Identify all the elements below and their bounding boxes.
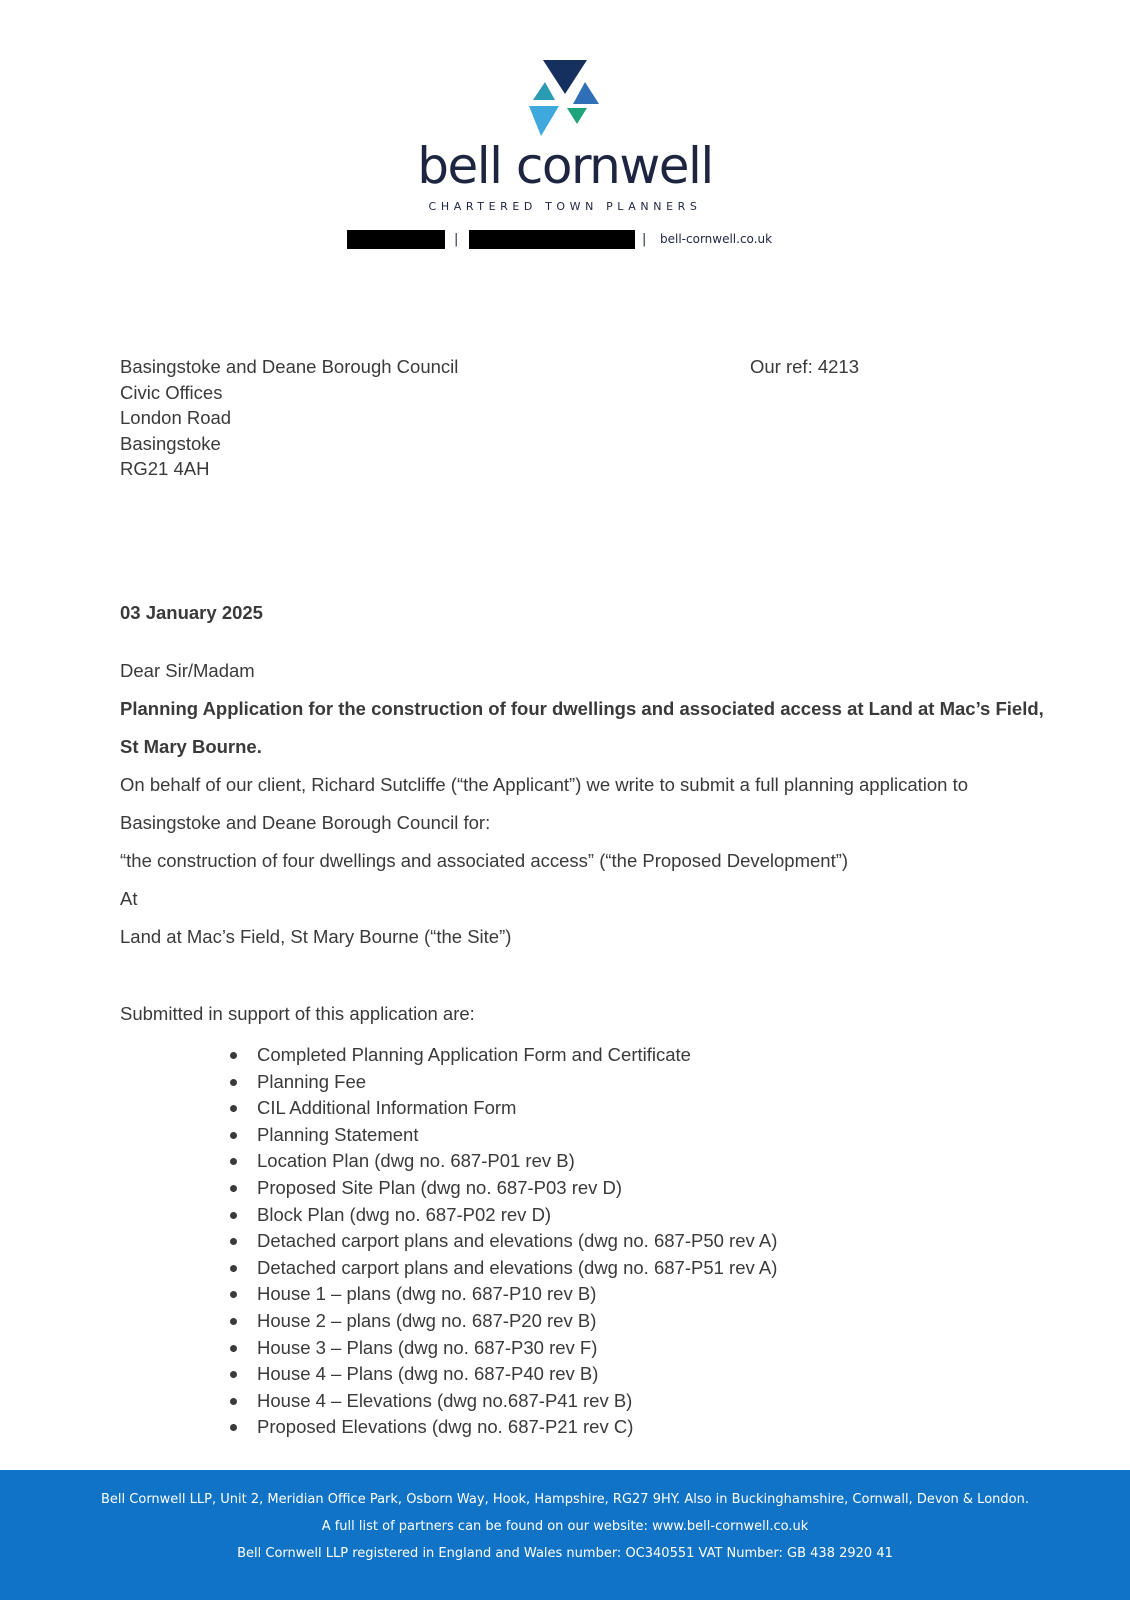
footer-partners: A full list of partners can be found on our website: www.bell-cornwell.co.uk [321, 1519, 809, 1534]
document-label: House 2 – plans (dwg no. 687-P20 rev B) [257, 1309, 597, 1331]
website-link[interactable]: bell-cornwell.co.uk [660, 232, 773, 246]
logo-triangle-green [567, 108, 587, 124]
address-line: RG21 4AH [120, 458, 210, 479]
letter-date: 03 January 2025 [120, 602, 263, 623]
body-paragraph-line-1: On behalf of our client, Richard Sutcliffe (“the Applicant”) we write to submit a full planning application to [120, 774, 969, 795]
list-item [230, 1335, 777, 1362]
subject-line-2: St Mary Bourne. [120, 736, 262, 757]
bullet-icon [230, 1105, 237, 1112]
contact-row [0, 230, 1130, 252]
footer-address: Bell Cornwell LLP, Unit 2, Meridian Office Park, Osborn Way, Hook, Hampshire, RG27 9HY. Also in Buckinghamshire, Cornwall, Devon & London. [101, 1492, 1029, 1507]
site-description: Land at Mac’s Field, St Mary Bourne (“the Site”) [120, 926, 512, 947]
bullet-icon [230, 1424, 237, 1431]
bullet-icon [230, 1318, 237, 1325]
document-label: Planning Statement [257, 1123, 419, 1145]
bullet-icon [230, 1052, 237, 1059]
logo-triangle-blue [573, 82, 599, 104]
bullet-icon [230, 1212, 237, 1219]
list-item [230, 1414, 777, 1441]
subject-line-1: Planning Application for the construction of four dwellings and associated access at Land at Mac’s Field, [120, 698, 1044, 719]
list-item [230, 1122, 777, 1149]
bullet-icon [230, 1265, 237, 1272]
brand-name: bell cornwell [417, 137, 713, 195]
list-item [230, 1175, 777, 1202]
bullet-icon [230, 1345, 237, 1352]
submitted-intro: Submitted in support of this application are: [120, 1003, 475, 1024]
list-item [230, 1361, 777, 1388]
document-label: Block Plan (dwg no. 687-P02 rev D) [257, 1203, 552, 1225]
bullet-icon [230, 1291, 237, 1298]
list-item [230, 1255, 777, 1282]
list-item [230, 1042, 777, 1069]
documents-list [230, 1042, 777, 1441]
bullet-icon [230, 1398, 237, 1405]
document-label: Planning Fee [257, 1070, 367, 1092]
document-label: House 4 – Plans (dwg no. 687-P40 rev B) [257, 1363, 599, 1385]
document-label: CIL Additional Information Form [257, 1097, 517, 1119]
bullet-icon [230, 1132, 237, 1139]
separator: | [642, 232, 647, 247]
logo-triangle-teal [533, 82, 555, 100]
logo-triangle-navy [543, 60, 587, 94]
letterhead [0, 58, 1130, 258]
recipient-address [120, 354, 458, 482]
bullet-icon [230, 1238, 237, 1245]
bullet-icon [230, 1158, 237, 1165]
document-label: Detached carport plans and elevations (dwg no. 687-P50 rev A) [257, 1230, 778, 1252]
bullet-icon [230, 1079, 237, 1086]
list-item [230, 1202, 777, 1229]
redacted-block [347, 230, 445, 249]
document-label: Detached carport plans and elevations (dwg no. 687-P51 rev A) [257, 1256, 778, 1278]
document-label: House 4 – Elevations (dwg no.687-P41 rev B) [257, 1389, 633, 1411]
our-reference: Our ref: 4213 [750, 356, 860, 377]
address-line: Civic Offices [120, 381, 223, 403]
document-label: Proposed Elevations (dwg no. 687-P21 rev C) [257, 1416, 634, 1438]
logo-icon [525, 58, 605, 138]
redacted-block [469, 230, 635, 249]
at-label: At [120, 888, 138, 909]
document-label: Location Plan (dwg no. 687-P01 rev B) [257, 1150, 575, 1172]
address-line: Basingstoke and Deane Borough Council [120, 356, 459, 377]
document-label: House 3 – Plans (dwg no. 687-P30 rev F) [257, 1336, 598, 1358]
document-label: Completed Planning Application Form and Certificate [257, 1044, 691, 1065]
list-item [230, 1388, 777, 1415]
bullet-icon [230, 1371, 237, 1378]
document-label: House 1 – plans (dwg no. 687-P10 rev B) [257, 1283, 597, 1305]
brand-tagline: CHARTERED TOWN PLANNERS [428, 200, 702, 213]
list-item [230, 1148, 777, 1175]
document-label: Proposed Site Plan (dwg no. 687-P03 rev D) [257, 1176, 623, 1198]
list-item [230, 1308, 777, 1335]
body-paragraph-line-2: Basingstoke and Deane Borough Council for: [120, 812, 491, 833]
proposal-description: “the construction of four dwellings and associated access” (“the Proposed Development”) [120, 850, 849, 871]
list-item [230, 1281, 777, 1308]
separator: | [454, 232, 459, 247]
list-item [230, 1069, 777, 1096]
logo-triangle-light-blue [529, 106, 559, 136]
list-item [230, 1095, 777, 1122]
list-item [230, 1228, 777, 1255]
address-line: Basingstoke [120, 432, 221, 454]
footer [0, 1470, 1130, 1600]
salutation: Dear Sir/Madam [120, 660, 255, 681]
bullet-icon [230, 1185, 237, 1192]
footer-registration: Bell Cornwell LLP registered in England and Wales number: OC340551 VAT Number: GB 438 2920 41 [237, 1546, 893, 1561]
address-line: London Road [120, 407, 232, 428]
